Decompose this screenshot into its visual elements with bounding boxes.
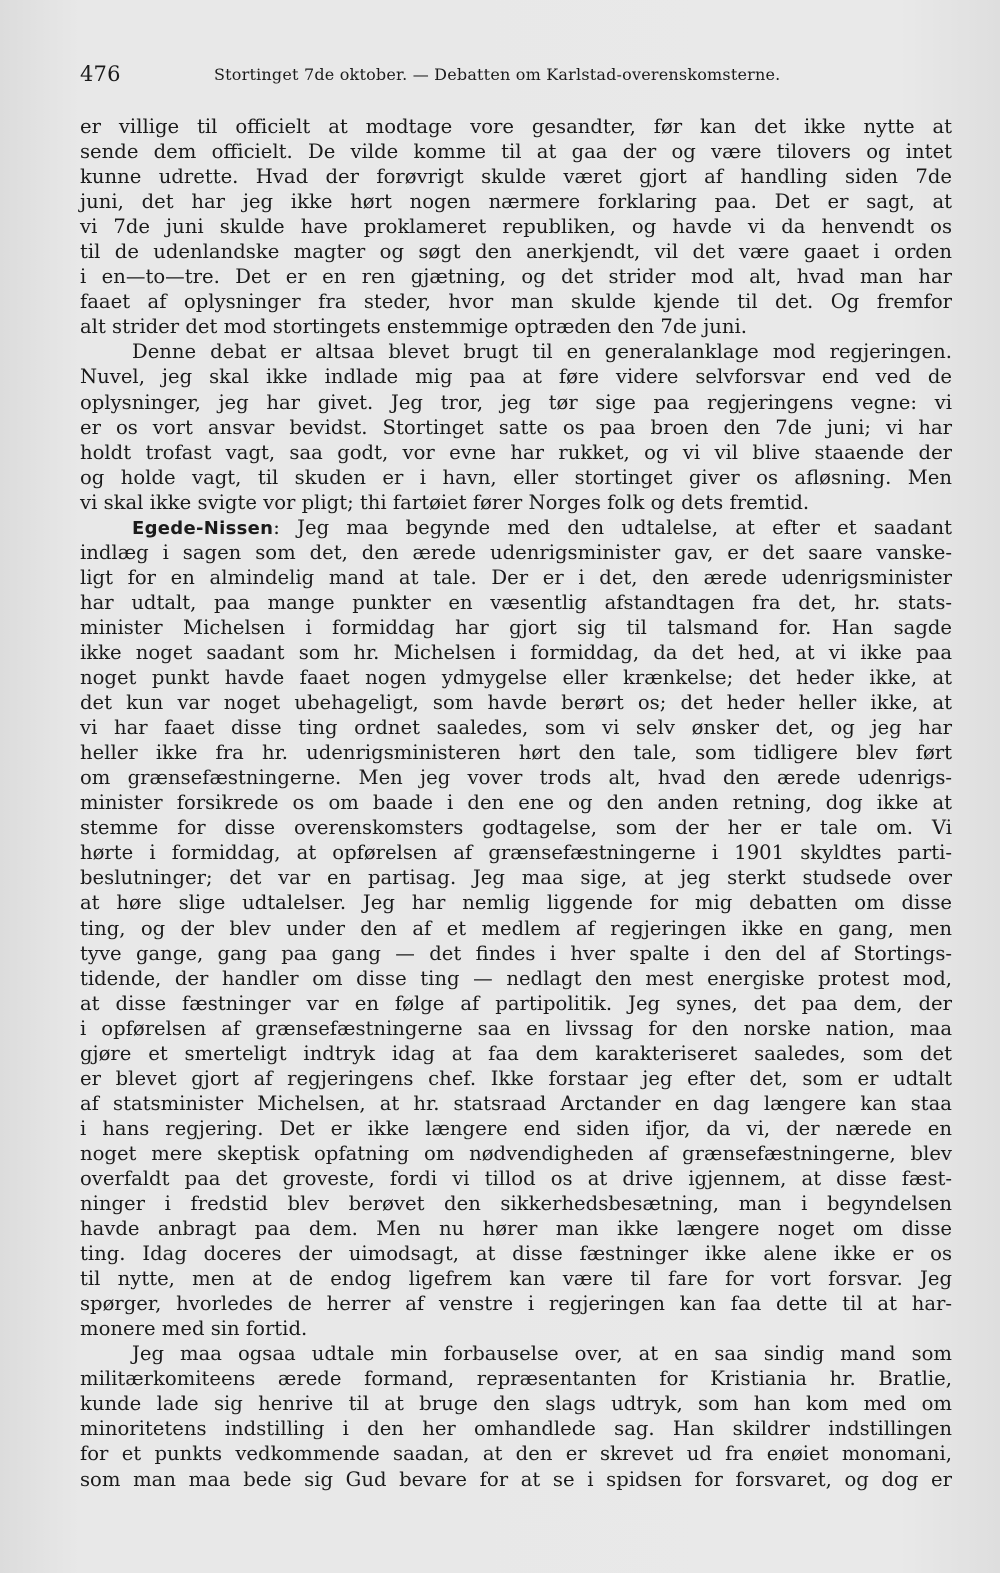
text-line: alt strider det mod stortingets enstemmige optræden den 7de juni. [80,315,748,339]
text-line: stemme for disse overenskomsters godtagelse, som der her er tale om. Vi [80,816,952,840]
text-line: som man maa bede sig Gud bevare for at se i spidsen for forsvaret, og dog er [80,1467,952,1491]
text-line: tyve gange, gang paa gang — det findes i hver spalte i den del af Stortings- [80,941,952,965]
text-line: oplysninger, jeg har givet. Jeg tror, jeg tør sige paa regjeringens vegne: vi [80,390,952,414]
text-line: ikke noget saadant som hr. Michelsen i formiddag, da det hed, at vi ikke paa [80,640,952,664]
body-text [80,114,952,1492]
text-line: holdt trofast vagt, saa godt, vor evne har rukket, og vi vil blive staaende der [80,440,952,464]
text-line: ligt for en almindelig mand at tale. Der er i det, den ærede udenrigsminister [80,565,952,589]
text-line: i hans regjering. Det er ikke længere end siden ifjor, da vi, der nærede en [80,1116,952,1140]
text-line: noget punkt havde faaet nogen ydmygelse eller krænkelse; det heder ikke, at [80,666,952,690]
text-line: er os vort ansvar bevidst. Stortinget satte os paa broen den 7de juni; vi har [80,415,952,439]
text-line: minoritetens indstilling i den her omhandlede sag. Han skildrer indstillingen [80,1417,952,1441]
text-line: at høre slige udtalelser. Jeg har nemlig liggende for mig debatten om disse [80,891,952,915]
text-line: gjøre et smerteligt indtryk idag at faa dem karakteriseret saaledes, som det [80,1041,952,1065]
speaker-name: Egede-Nissen [132,517,274,539]
text-line: ting. Idag doceres der uimodsagt, at disse fæstninger ikke alene ikke er os [80,1242,952,1266]
text-line: militærkomiteens ærede formand, repræsentanten for Kristiania hr. Bratlie, [80,1367,952,1391]
text-line: noget mere skeptisk opfatning om nødvendigheden af grænsefæstningerne, blev [80,1141,952,1165]
text-line: Denne debat er altsaa blevet brugt til en generalanklage mod regjeringen. [132,340,952,364]
text-line: Nuvel, jeg skal ikke indlade mig paa at føre videre selvforsvar end ved de [80,365,952,389]
text-line: hørte i formiddag, at opførelsen af grænsefæstningerne i 1901 skyldtes parti- [80,841,952,865]
text-line: monere med sin fortid. [80,1317,308,1341]
text-line: Jeg maa ogsaa udtale min forbauselse over, at en saa sindig mand som [132,1342,952,1366]
text-line: heller ikke fra hr. udenrigsministeren hørt den tale, som tidligere blev ført [80,741,952,765]
speaker-line-text: : Jeg maa begynde med den udtalelse, at efter et saadant [273,515,952,539]
text-line: minister forsikrede os om baade i den ene og den anden retning, dog ikke at [80,791,952,815]
text-line: vi har faaet disse ting ordnet saaledes, som vi selv ønsker det, og jeg har [80,716,952,740]
text-line: sende dem officielt. De vilde komme til at gaa der og være tilovers og intet [80,140,952,164]
text-line: for et punkts vedkommende saadan, at den er skrevet ud fra enøiet monomani, [80,1442,952,1466]
page-number: 476 [80,62,121,86]
text-line: overfaldt paa det groveste, fordi vi tillod os at drive igjennem, at disse fæst- [80,1166,952,1190]
text-line: tidende, der handler om disse ting — nedlagt den mest energiske protest mod, [80,966,952,990]
text-line: om grænsefæstningerne. Men jeg vover trods alt, hvad den ærede udenrigs- [80,766,952,790]
text-line: indlæg i sagen som det, den ærede udenrigsminister gav, er det saare vanske- [80,540,952,564]
text-line: havde anbragt paa dem. Men nu hører man ikke længere noget om disse [80,1217,952,1241]
running-header [80,62,960,92]
text-line: til de udenlandske magter og søgt den anerkjendt, vil det være gaaet i orden [80,240,952,264]
text-line: beslutninger; det var en partisag. Jeg maa sige, at jeg sterkt studsede over [80,866,952,890]
text-line: spørger, hvorledes de herrer af venstre i regjeringen kan faa dette til at har- [80,1292,952,1316]
text-line: vi skal ikke svigte vor pligt; thi fartøiet fører Norges folk og dets fremtid. [80,490,810,514]
text-line: vi 7de juni skulde have proklameret republiken, og havde vi da henvendt os [80,215,952,239]
text-line: og holde vagt, til skuden er i havn, eller stortinget giver os afløsning. Men [80,465,952,489]
text-line: det kun var noget ubehageligt, som havde berørt os; det heder heller ikke, at [80,691,952,715]
text-line: at disse fæstninger var en følge af partipolitik. Jeg synes, det paa dem, der [80,991,952,1015]
text-line: ninger i fredstid blev berøvet den sikkerhedsbesætning, man i begyndelsen [80,1192,952,1216]
text-line: i en—to—tre. Det er en ren gjætning, og det strider mod alt, hvad man har [80,265,952,289]
text-line: i opførelsen af grænsefæstningerne saa en livssag for den norske nation, maa [80,1016,952,1040]
text-line: ting, og der blev under den af et medlem af regjeringen ikke en gang, men [80,916,952,940]
text-line: faaet af oplysninger fra steder, hvor man skulde kjende til det. Og fremfor [80,290,952,314]
text-line: minister Michelsen i formiddag har gjort sig til talsmand for. Han sagde [80,615,952,639]
text-line: har udtalt, paa mange punkter en væsentlig afstandtagen fra det, hr. stats- [80,590,952,614]
text-line: juni, det har jeg ikke hørt nogen nærmere forklaring paa. Det er sagt, at [80,190,952,214]
text-line: kunde lade sig henrive til at bruge den slags udtryk, som han kom med om [80,1392,952,1416]
text-line: er blevet gjort af regjeringens chef. Ikke forstaar jeg efter det, som er udtalt [80,1066,952,1090]
running-title: Stortinget 7de oktober. — Debatten om Karlstad-overenskomsterne. [214,65,781,84]
text-line: kunne udrette. Hvad der forøvrigt skulde været gjort af handling siden 7de [80,165,952,189]
text-line: til nytte, men at de endog ligefrem kan være til fare for vort forsvar. Jeg [80,1267,952,1291]
speaker-line [80,515,952,540]
text-line: er villige til officielt at modtage vore gesandter, før kan det ikke nytte at [80,115,952,138]
text-line: af statsminister Michelsen, at hr. statsraad Arctander en dag længere kan staa [80,1091,952,1115]
